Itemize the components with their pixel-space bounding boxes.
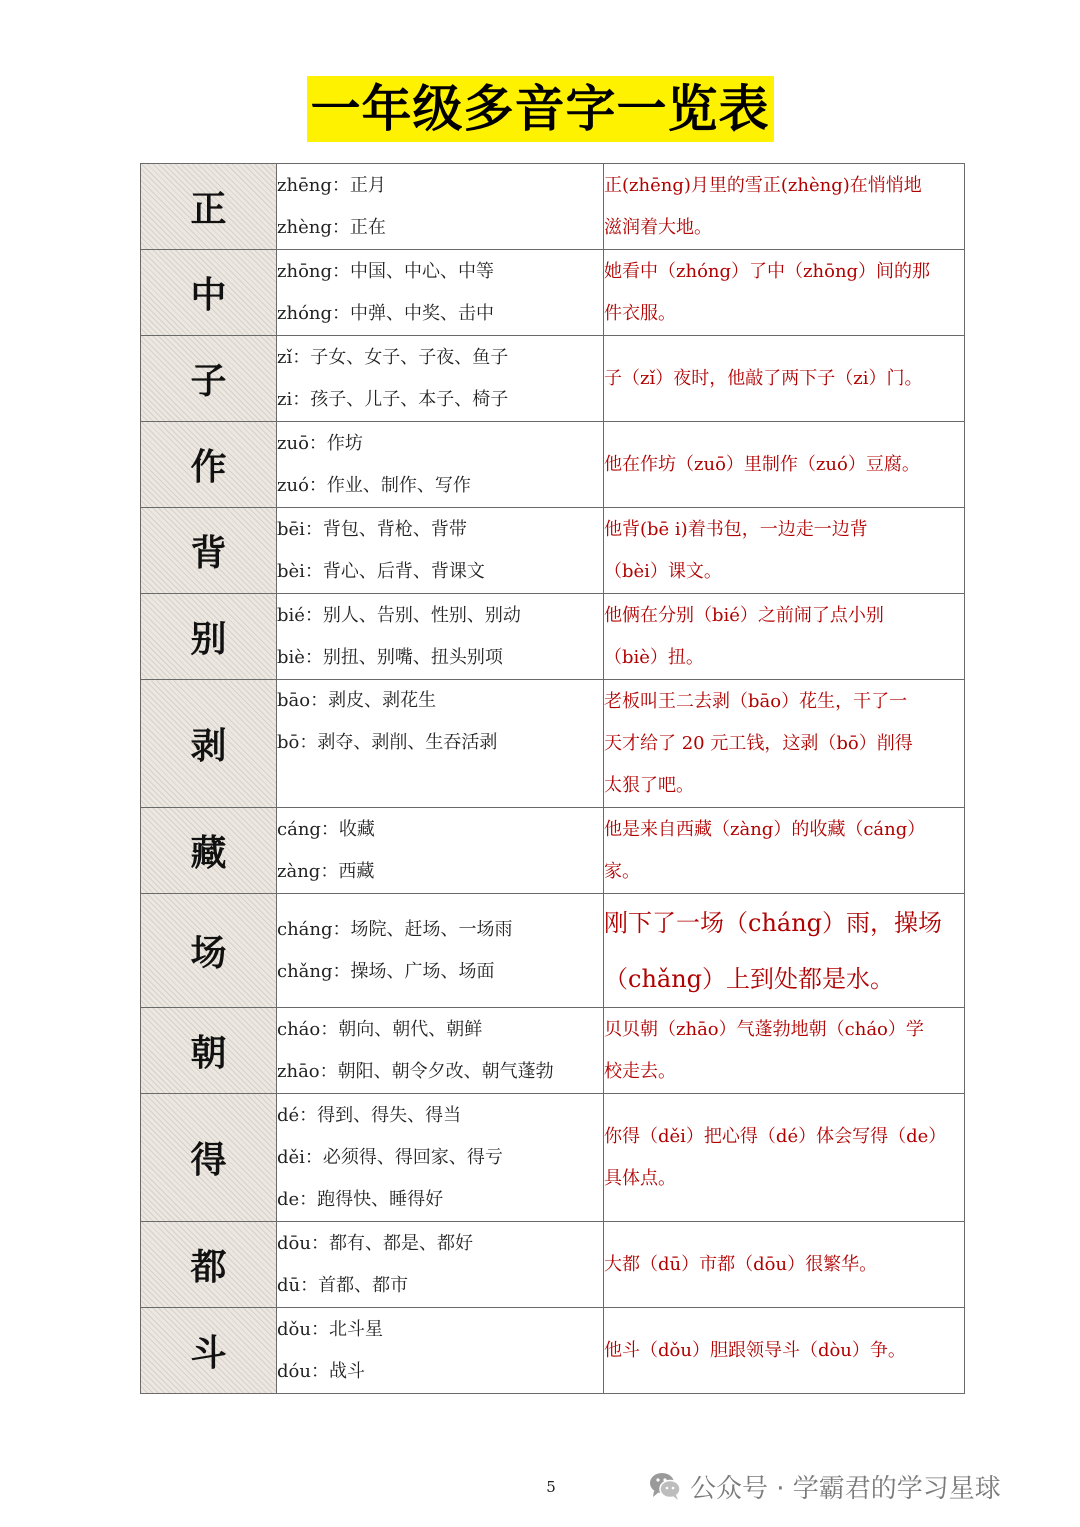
reading-line: zuó：作业、制作、写作: [277, 474, 471, 496]
watermark: [648, 1466, 1001, 1506]
sentence-line: （chǎng）上到处都是水。: [604, 964, 895, 993]
sentence-line: 太狠了吧。: [604, 774, 694, 796]
character-cell: 藏: [141, 808, 277, 894]
table-row: [141, 508, 965, 594]
sentence-line: 贝贝朝（zhāo）气蓬勃地朝（cháo）学: [604, 1018, 924, 1040]
sentence-line: 子（zǐ）夜时，他敲了两下子（zi）门。: [604, 367, 923, 389]
table-row: [141, 594, 965, 680]
table-row: [141, 1308, 965, 1394]
page-number: 5: [546, 1478, 556, 1496]
table-row: [141, 422, 965, 508]
sentence-line: 件衣服。: [604, 302, 676, 324]
sentence-line: 具体点。: [604, 1167, 676, 1189]
sentence-line: 他是来自西藏（zàng）的收藏（cáng）: [604, 818, 926, 840]
reading-line: bèi：背心、后背、背课文: [277, 560, 485, 582]
readings-cell: [277, 1222, 604, 1308]
reading-line: zhóng：中弹、中奖、击中: [277, 302, 495, 324]
reading-line: bēi：背包、背枪、背带: [277, 518, 467, 540]
reading-line: zǐ：子女、女子、子夜、鱼子: [277, 346, 509, 368]
sentence-cell: [604, 250, 965, 336]
reading-line: cháng：场院、赶场、一场雨: [277, 918, 513, 940]
reading-line: děi：必须得、得回家、得亏: [277, 1146, 503, 1168]
readings-cell: [277, 164, 604, 250]
table-row: [141, 1094, 965, 1222]
sentence-line: 他在作坊（zuō）里制作（zuó）豆腐。: [604, 453, 920, 475]
polyphone-table: [140, 163, 965, 1394]
reading-line: cáng：收藏: [277, 818, 375, 840]
sentence-cell: [604, 1222, 965, 1308]
readings-cell: [277, 422, 604, 508]
sentence-cell: [604, 422, 965, 508]
character-cell: 都: [141, 1222, 277, 1308]
sentence-cell: [604, 336, 965, 422]
sentence-cell: [604, 594, 965, 680]
sentence-line: 他背(bē i)着书包，一边走一边背: [604, 518, 868, 540]
reading-line: zi：孩子、儿子、本子、椅子: [277, 388, 509, 410]
character-cell: 斗: [141, 1308, 277, 1394]
reading-line: bāo：剥皮、剥花生: [277, 690, 437, 711]
sentence-cell: [604, 508, 965, 594]
readings-cell: [277, 1008, 604, 1094]
table-row: [141, 808, 965, 894]
reading-line: cháo：朝向、朝代、朝鲜: [277, 1018, 483, 1040]
reading-line: de：跑得快、睡得好: [277, 1188, 444, 1210]
sentence-cell: [604, 808, 965, 894]
character-cell: 中: [141, 250, 277, 336]
reading-line: zuō：作坊: [277, 432, 363, 454]
sentence-line: 家。: [604, 860, 640, 882]
readings-cell: [277, 508, 604, 594]
sentence-cell: [604, 164, 965, 250]
sentence-line: 他俩在分别（bié）之前闹了点小别: [604, 604, 884, 626]
table-row: [141, 1008, 965, 1094]
reading-line: dóu：战斗: [277, 1360, 365, 1382]
reading-line: chǎng：操场、广场、场面: [277, 960, 495, 982]
sentence-line: （bèi）课文。: [604, 560, 722, 582]
sentence-line: 大都（dū）市都（dōu）很繁华。: [604, 1253, 878, 1275]
readings-cell: [277, 1094, 604, 1222]
sentence-cell: [604, 1308, 965, 1394]
reading-line: bō：剥夺、剥削、生吞活剥: [277, 732, 498, 753]
sentence-line: （biè）扭。: [604, 646, 704, 668]
reading-line: zhēng：正月: [277, 174, 386, 196]
wechat-icon: [648, 1469, 682, 1503]
readings-cell: [277, 594, 604, 680]
table-row: [141, 1222, 965, 1308]
sentence-line: 你得（děi）把心得（dé）体会写得（de）: [604, 1125, 947, 1147]
sentence-cell: [604, 680, 965, 808]
sentence-line: 老板叫王二去剥（bāo）花生，干了一: [604, 690, 908, 712]
table-row: [141, 894, 965, 1008]
character-cell: 作: [141, 422, 277, 508]
sentence-line: 天才给了 20 元工钱，这剥（bō）削得: [604, 732, 913, 754]
readings-cell: [277, 894, 604, 1008]
sentence-line: 刚下了一场（cháng）雨，操场: [604, 908, 943, 937]
sentence-line: 校走去。: [604, 1060, 676, 1082]
readings-cell: [277, 680, 604, 808]
character-cell: 场: [141, 894, 277, 1008]
reading-line: zàng：西藏: [277, 860, 375, 882]
character-cell: 朝: [141, 1008, 277, 1094]
reading-line: dǒu：北斗星: [277, 1318, 383, 1340]
reading-line: dōu：都有、都是、都好: [277, 1232, 473, 1254]
readings-cell: [277, 336, 604, 422]
character-cell: 剥: [141, 680, 277, 808]
table-row: [141, 250, 965, 336]
reading-line: biè：别扭、别嘴、扭头别项: [277, 646, 503, 668]
character-cell: 别: [141, 594, 277, 680]
readings-cell: [277, 1308, 604, 1394]
table-row: [141, 336, 965, 422]
watermark-text: 公众号 · 学霸君的学习星球: [690, 1473, 1001, 1504]
readings-cell: [277, 808, 604, 894]
table-row: [141, 680, 965, 808]
page-title: 一年级多音字一览表: [307, 76, 774, 142]
character-cell: 子: [141, 336, 277, 422]
sentence-line: 他斗（dǒu）胆跟领导斗（dòu）争。: [604, 1339, 906, 1361]
sentence-line: 滋润着大地。: [604, 216, 712, 238]
reading-line: zhèng：正在: [277, 216, 386, 238]
sentence-cell: [604, 1008, 965, 1094]
reading-line: dū：首都、都市: [277, 1274, 409, 1296]
table-row: [141, 164, 965, 250]
reading-line: zhāo：朝阳、朝令夕改、朝气蓬勃: [277, 1060, 554, 1082]
reading-line: bié：别人、告别、性别、别动: [277, 604, 521, 626]
sentence-cell: [604, 1094, 965, 1222]
sentence-line: 正(zhēng)月里的雪正(zhèng)在悄悄地: [604, 174, 922, 196]
character-cell: 背: [141, 508, 277, 594]
character-cell: 得: [141, 1094, 277, 1222]
character-cell: 正: [141, 164, 277, 250]
readings-cell: [277, 250, 604, 336]
reading-line: zhōng：中国、中心、中等: [277, 260, 495, 282]
reading-line: dé：得到、得失、得当: [277, 1104, 462, 1126]
title-area: [0, 76, 1080, 142]
sentence-cell: [604, 894, 965, 1008]
sentence-line: 她看中（zhóng）了中（zhōng）间的那: [604, 260, 931, 282]
